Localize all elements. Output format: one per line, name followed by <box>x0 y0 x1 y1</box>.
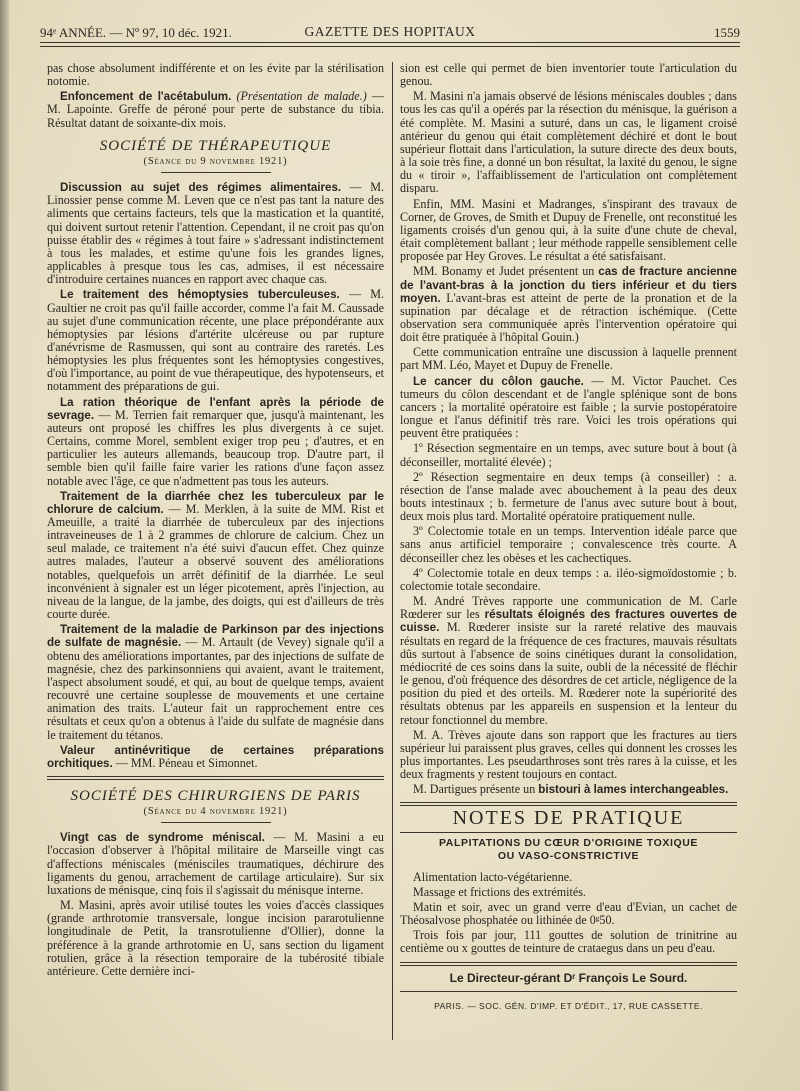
header-issue: 94ᵉ ANNÉE. — Nº 97, 10 déc. 1921. <box>40 25 232 40</box>
paragraph-title: Valeur antinévritique de certaines préparations orchitiques. <box>47 743 384 770</box>
section-title: SOCIÉTÉ DE THÉRAPEUTIQUE <box>99 137 332 154</box>
paragraph-text: — M. Victor Pauchet. Ces tumeurs du côlon descendant et de l'angle splénique sont de bons cancers ; la mortalité opératoire est faible ; la survie postopératoire longue et l'anus définitif très rare. Voici les trois opérations qui peuvent être pratiquées : <box>400 373 737 441</box>
section-subtitle: (Séance du 9 novembre 1921) <box>143 155 288 167</box>
printer-line: PARIS. — SOC. GÉN. D'IMP. ET D'ÉDIT., 17, RUE CASSETTE. <box>434 1000 703 1011</box>
paragraph-text: MM. Bonamy et Judet présentent un <box>413 264 599 279</box>
footer-separator <box>400 962 737 966</box>
paragraph: M. A. Trèves ajoute dans son rapport que les fractures au tiers supérieur lui paraissent plus graves, celles qui donnent les crosses les plus importantes. Les pseudarthroses sont très rares à la cuisse, et les deux fragments y restent toujours en contact. <box>400 727 737 782</box>
header-title: GAZETTE DES HOPITAUX <box>304 24 476 39</box>
paragraph <box>400 375 737 441</box>
paragraph: pas chose absolument indifférente et on les évite par la stérilisation notomie. <box>47 61 384 89</box>
footer-rule <box>400 991 737 992</box>
section-title: SOCIÉTÉ DES CHIRURGIENS DE PARIS <box>70 787 361 804</box>
paragraph: 3º Colectomie totale en un temps. Intervention idéale parce que sans anus artificiel temporaire ; convalescence très courte. A déconseiller chez les obèses et les cachectiques. <box>400 524 737 565</box>
paragraph: M. Masini, après avoir utilisé toutes les voies d'accès classiques (grande arthrotomie transversale, longue incision pararotulienne longitudinale de Petit, la transrotulienne d'Ollier), donne la préférence à la grande arthrotomie en U, sans section du ligament rotulien, grâce à la résection temporaire de la tubérosité tibiale antérieure. Cette dernière inci- <box>47 898 384 978</box>
paragraph: Cette communication entraîne une discussion à laquelle prennent part MM. Léo, Mayet et Dupuy de Frenelle. <box>400 345 737 373</box>
paragraph <box>47 90 384 129</box>
note-item: Trois fois par jour, 111 gouttes de solution de trinitrine au centième ou x gouttes de teinture de crataegus dans un peu d'eau. <box>400 928 737 956</box>
paragraph <box>47 623 384 741</box>
paragraph <box>400 265 737 344</box>
page-edge-shadow <box>0 0 9 1091</box>
paragraph-title: bistouri à lames interchangeables. <box>538 783 729 797</box>
paragraph: M. Masini n'a jamais observé de lésions méniscales doubles ; dans tous les cas qu'il a opérés par la résection du ménisque, la guérison a été complète. M. Masini a suturé, dans un cas, le ligament croisé antérieur du genou qui était complètement déchiré et dont le bout supérieur flottait dans l'articulation, la suture directe des deux bouts, à la soie très fine, a donné un bon résultat, la laxité du genou, le signe du « tiroir », l'affaiblissement de l'articulation ont complètement disparu. <box>400 89 737 196</box>
paragraph <box>47 490 384 622</box>
notes-rule <box>400 832 737 833</box>
notes-subtitle-line: OU VASO-CONSTRICTIVE <box>497 849 640 862</box>
section-separator <box>400 802 737 806</box>
paragraph-italic: (Présentation de malade.) <box>236 89 367 104</box>
paragraph-title: Traitement de la maladie de Parkinson par des injections de sulfate de magnésie. <box>47 623 384 650</box>
right-column <box>400 62 737 1013</box>
note-item: Alimentation lacto-végétarienne. <box>413 869 573 884</box>
paragraph: Enfin, MM. Masini et Madranges, s'inspirant des travaux de Corner, de Groves, de Smith et Dupuy de Frenelle, ont reconstitué les ligaments croisés d'un genou qui, à la suite d'une chute de cheval, était complètement ballant ; leur méthode rappelle sensiblement celle proposée par Hey Groves. Le résultat a été satisfaisant. <box>400 196 737 264</box>
paragraph-text: — M. Linossier pense comme M. Leven que ce n'est pas tant la nature des aliments que certains facteurs, tels que la mastication et la quantité, qui doivent surtout retenir l'attention. Cependant, il ne croit pas qu'on puisse établir des « régimes à tout faire » s'adressant indistinctement à tous les malades, et estime qu'une fois les grandes lignes, applicables à presque tous les cas, admises, il est nécessaire d'introduire certaines nuances en rapport avec chaque cas. <box>47 180 384 287</box>
paragraph-title: La ration théorique de l'enfant après la période de sevrage. <box>47 395 384 422</box>
paragraph-text: — M. Artault (de Vevey) signale qu'il a obtenu des améliorations importantes, par des injections de sulfate de magnésie, chez des parkinsonniens qui avaient, avant le traitement, l'aspect absolument soudé, et qui, au bout de quelque temps, avaient recouvré une certaine souplesse de mouvements et une certaine animation des traits. L'auteur fait un rapprochement entre ces résultats et ceux qu'on a obtenus à l'aide du sulfate de magnésie dans le traitement du tétanos. <box>47 635 384 742</box>
paragraph-title: cas de fracture ancienne de l'avant-bras à la jonction du tiers inférieur et du tiers moyen. <box>400 265 738 305</box>
paragraph <box>47 744 384 770</box>
header-page-number: 1559 <box>714 25 740 40</box>
paragraph-text: M. Dartigues présente un <box>413 782 539 797</box>
paragraph-text: — M. Merklen, à la suite de MM. Rist et Ameuille, a traité la diarrhée de tuberculeux par des injections intraveineuses de 1 à 2 grammes de chlorure de calcium. Chez un seul malade, ce traitement n'a été suivi d'aucun effet. Chez quinze autres malades, l'auteur a observé souvent des améliorations notables, quelquefois un arrêt définitif de la diarrhée. Le seul inconvénient à signaler est un léger picotement, après l'injection, au niveau de la langue, de la jambe, des doigts, qui est d'ailleurs de très courte durée. <box>47 501 385 622</box>
director-line: Le Directeur-gérant Dʳ François Le Sourd. <box>449 970 688 985</box>
notes-subtitle-line: PALPITATIONS DU CŒUR D'ORIGINE TOXIQUE <box>438 836 699 849</box>
section-subtitle: (Séance du 4 novembre 1921) <box>143 806 288 818</box>
paragraph-text: — MM. Péneau et Simonnet. <box>112 755 258 770</box>
section-separator <box>47 776 384 780</box>
note-item: Massage et frictions des extrémités. <box>413 884 586 899</box>
paragraph <box>47 288 384 393</box>
note-item: Matin et soir, avec un grand verre d'eau d'Evian, un cachet de Théosalvose phosphatée ou lithinée de 0ᵍ50. <box>400 899 737 928</box>
paragraph-title: Le cancer du côlon gauche. <box>413 374 584 388</box>
paragraph-text: — M. Terrien fait remarquer que, jusqu'à maintenant, les auteurs ont proposé les chiffres les plus divergents à ce sujet. Certains, comme Morel, semblent exiger trop peu ; d'autres, et en particulier les auteurs allemands, beaucoup trop. D'autre part, il semble bien qu'il faille faire varier les rations d'une façon assez notable avec l'âge, ce que n'admettent pas tous les auteurs. <box>47 407 384 488</box>
paragraph <box>400 595 737 727</box>
header-rule <box>40 42 740 43</box>
paragraph-title: Enfoncement de l'acétabulum. <box>60 90 232 104</box>
page-header <box>40 22 740 42</box>
paragraph: 1º Résection segmentaire en un temps, avec suture bout à bout (à déconseiller, mortalité élevée) ; <box>400 441 737 469</box>
paragraph-title: Vingt cas de syndrome méniscal. <box>60 831 265 845</box>
notes-title: NOTES DE PRATIQUE <box>452 807 685 830</box>
paragraph: sion est celle qui permet de bien inventorier toute l'articulation du genou. <box>400 61 737 89</box>
paragraph-title: Discussion au sujet des régimes alimentaires. <box>60 181 342 195</box>
paragraph <box>47 396 384 488</box>
paragraph-title: résultats éloignés des fractures ouvertes de cuisse. <box>400 608 737 635</box>
left-column <box>47 62 384 980</box>
paragraph-text: — M. Lapointe. Greffe de péroné pour perte de substance du tibia. Résultat datant de soixante-dix mois. <box>47 89 384 130</box>
header-rule-thin <box>40 46 740 47</box>
paragraph-title: Traitement de la diarrhée chez les tuberculeux par le chlorure de calcium. <box>47 489 384 516</box>
paragraph <box>47 181 384 286</box>
section-rule <box>161 172 271 173</box>
column-divider <box>392 62 393 1040</box>
paragraph-text: M. Rœderer insiste sur la rareté relative des mauvais résultats en regard de la fréquence de ces fractures, mauvais résultats dûs surtout à l'absence de soins cinétiques durant la consolidation, médiocrité de ces soins dans la suite, oubli de la nécessité de fléchir le genou, d'où fréquence des désordres de cet article, négligence de la position du pied et des orteils. M. Rœderer note la supériorité des résultats obtenus par les appareils en suspension et la lenteur du retour fonctionnel du membre. <box>400 620 737 727</box>
paragraph-title: Le traitement des hémoptysies tuberculeuses. <box>60 288 340 302</box>
notes-subtitle <box>400 837 737 863</box>
paragraph-text: M. André Trèves rapporte une communication de M. Carle Rœderer sur les <box>400 594 737 622</box>
paragraph: 2º Résection segmentaire en deux temps (à conseiller) : a. résection de l'anse malade avec abouchement à la peau des deux bouts intestinaux ; b. fermeture de l'anus avec suture bout à bout, deux mois plus tard. Mortalité opératoire pratiquement nulle. <box>400 469 737 524</box>
paragraph <box>47 831 384 897</box>
paragraph-text: — M. Masini a eu l'occasion d'observer à l'hôpital militaire de Marseille vingt cas d'affections méniscales (ménisciles traumatiques, déchirure des ligaments du genou, arrachement de cartilage articulaire). Sur six luxations de ménisque, cinq fois il s'agissait du ménisque interne. <box>47 830 384 897</box>
paragraph: 4º Colectomie totale en deux temps : a. iléo-sigmoïdostomie ; b. colectomie totale secondaire. <box>400 565 737 593</box>
section-rule <box>161 822 271 823</box>
paragraph-text: L'avant-bras est atteint de perte de la pronation et de la supination par décalage et de rétraction ischémique. (Cette observation sera communiquée après l'intervention opératoire qui doit être pratiquée à l'hôpital Gouin.) <box>400 290 737 345</box>
paragraph-text: — M. Gaultier ne croit pas qu'il faille accorder, comme l'a fait M. Caussade au sujet d'une communication récente, une place prépondérante aux hémoptysies par lésions d'artérite ulcéreuse ou par rupture d'anévrisme de Rasmussen, qui sont au contraire des raretés. Les hémoptysies les plus fréquentes sont les hémoptysies congestives, d'où l'importance, au point de vue thérapeutique, des hypotenseurs, et notamment des préparations de gui. <box>47 287 384 394</box>
paragraph <box>400 783 737 796</box>
